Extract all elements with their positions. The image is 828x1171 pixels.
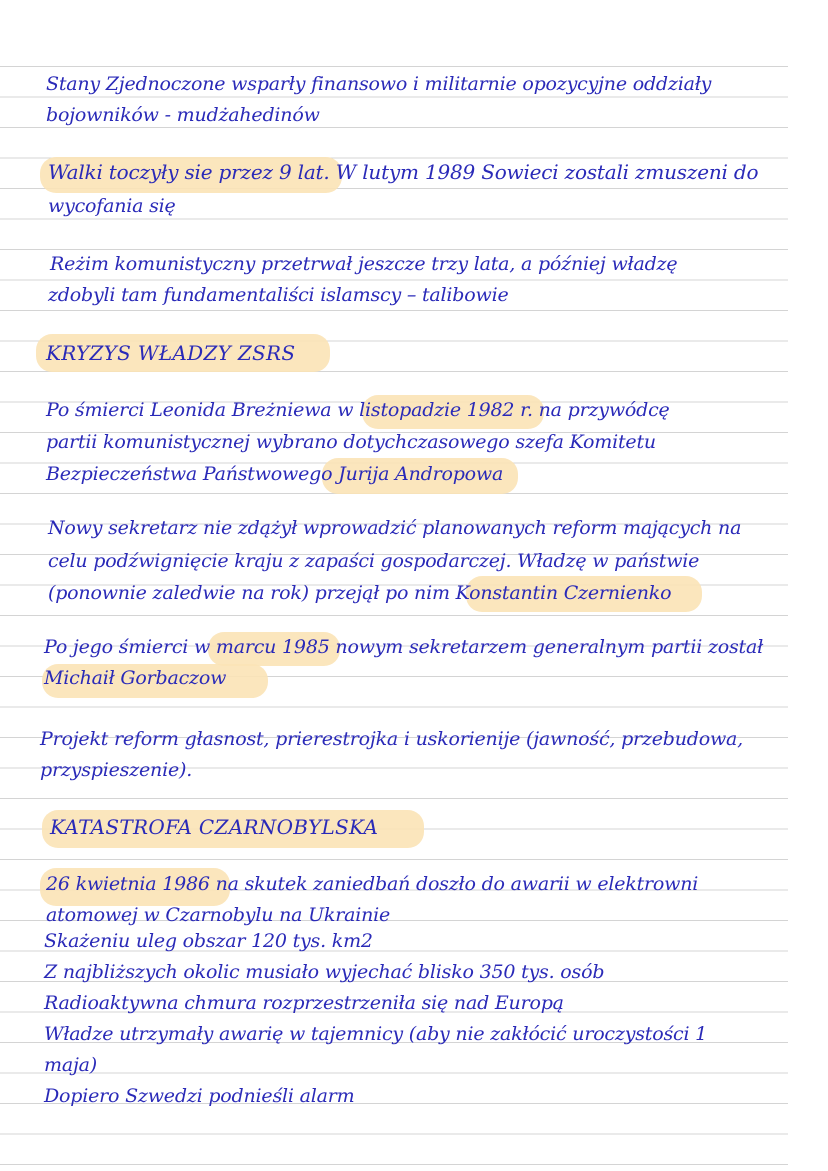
text-line: Po śmierci Leonida Breżniewa w listopadzie 1982 r. na przywódcę — [46, 399, 670, 421]
text-line: Projekt reform głasnost, prierestrojka i uskorienije (jawność, przebudowa, — [40, 728, 743, 750]
text-line: partii komunistycznej wybrano dotychczasowego szefa Komitetu — [46, 431, 656, 453]
section-heading-katastrofa: KATASTROFA CZARNOBYLSKA — [50, 815, 379, 839]
text-line: Reżim komunistyczny przetrwał jeszcze trzy lata, a później władzę — [50, 253, 678, 275]
text-line: przyspieszenie). — [40, 759, 193, 781]
section-heading-kryzys: KRYZYS WŁADZY ZSRS — [46, 341, 296, 365]
text-line: Radioaktywna chmura rozprzestrzeniła się nad Europą — [44, 992, 564, 1014]
text-line: bojowników - mudżahedinów — [46, 104, 320, 126]
text-line: Po jego śmierci w marcu 1985 nowym sekretarzem generalnym partii został — [44, 636, 764, 658]
text-line: wycofania się — [48, 195, 176, 217]
text-line: (ponownie zaledwie na rok) przejął po nim Konstantin Czernienko — [48, 582, 672, 604]
text-line: celu podźwignięcie kraju z zapaści gospodarczej. Władzę w państwie — [48, 550, 700, 572]
text-line: Władze utrzymały awarię w tajemnicy (aby nie zakłócić uroczystości 1 — [44, 1023, 708, 1045]
text-line: Bezpieczeństwa Państwowego Jurija Andropowa — [46, 463, 504, 485]
text-line: Stany Zjednoczone wsparły finansowo i militarnie opozycyjne oddziały — [46, 73, 712, 95]
text-line: zdobyli tam fundamentaliści islamscy – talibowie — [48, 284, 509, 306]
text-line: Walki toczyły sie przez 9 lat. W lutym 1989 Sowieci zostali zmuszeni do — [48, 160, 759, 184]
text-line: Z najbliższych okolic musiało wyjechać blisko 350 tys. osób — [44, 961, 605, 983]
text-line: Michaił Gorbaczow — [44, 667, 227, 689]
text-line: 26 kwietnia 1986 na skutek zaniedbań doszło do awarii w elektrowni — [46, 873, 699, 895]
text-line: Skażeniu uleg obszar 120 tys. km2 — [44, 930, 373, 952]
text-line: Dopiero Szwedzi podnieśli alarm — [44, 1085, 355, 1107]
text-line: maja) — [44, 1054, 97, 1076]
text-line: Nowy sekretarz nie zdążył wprowadzić planowanych reform mających na — [48, 517, 742, 539]
text-line: atomowej w Czarnobylu na Ukrainie — [46, 904, 391, 926]
